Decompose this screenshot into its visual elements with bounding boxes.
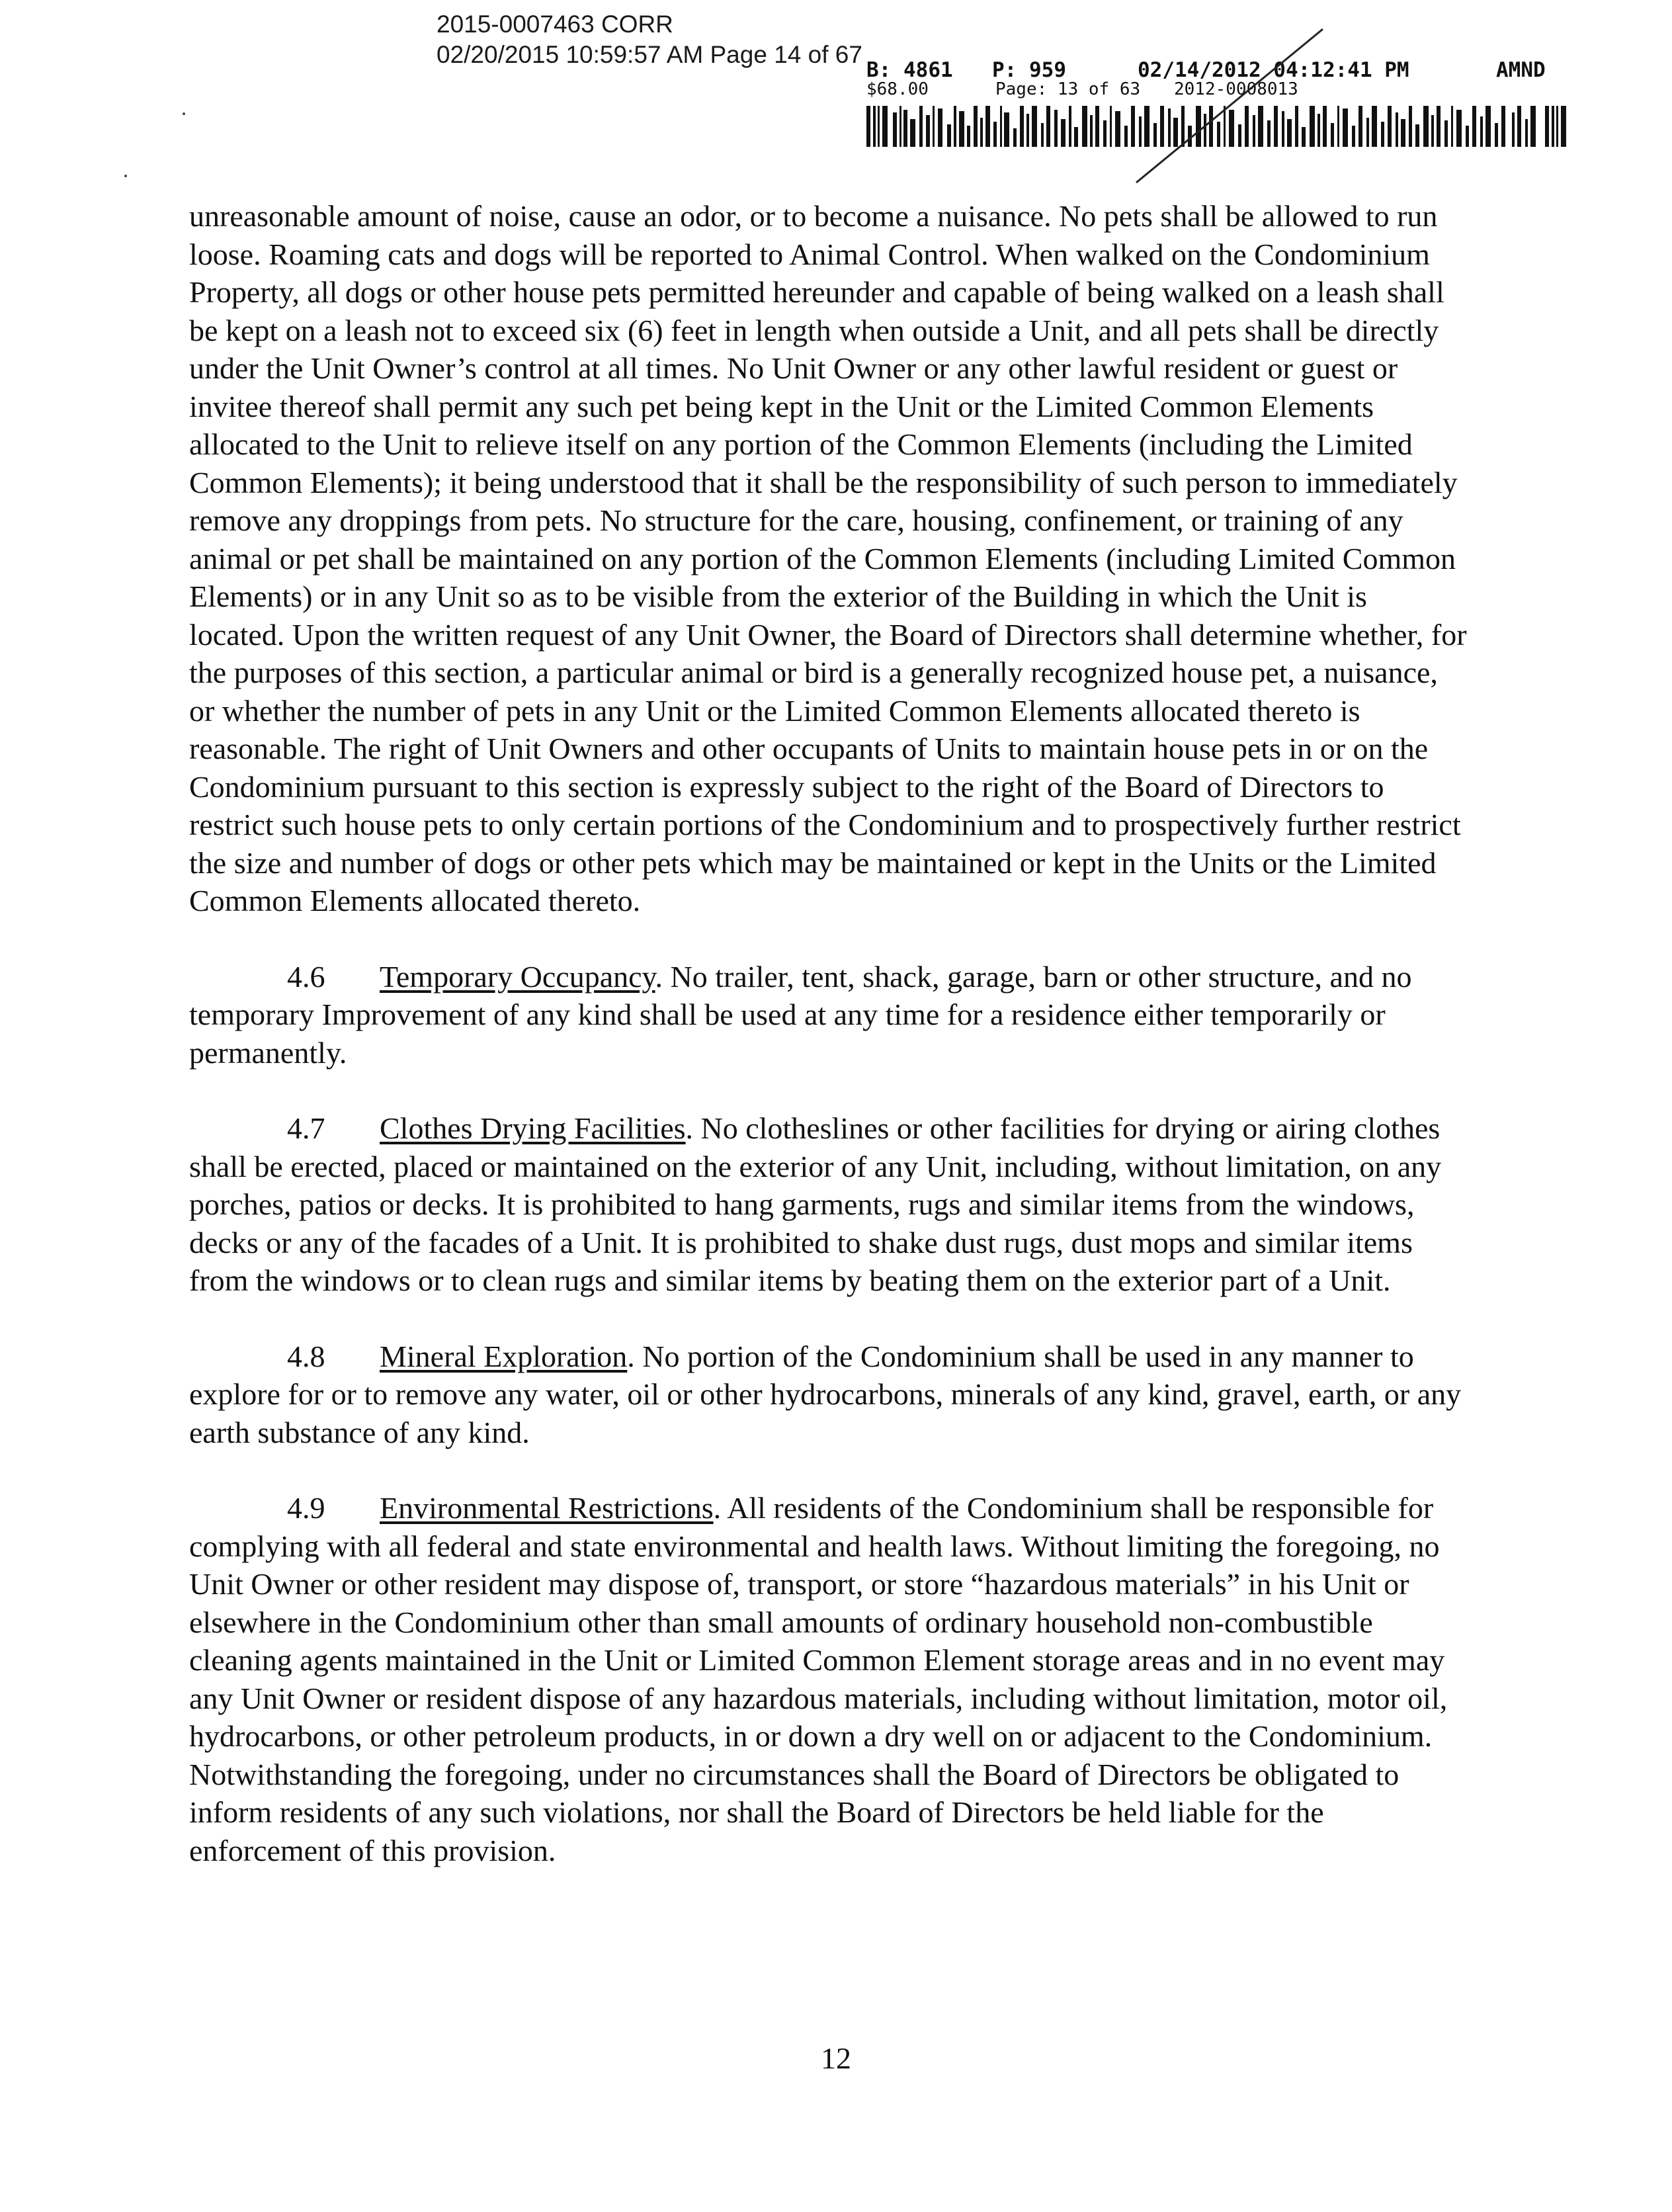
- section-heading: Clothes Drying Facilities: [380, 1111, 686, 1145]
- section-heading: Environmental Restrictions: [380, 1491, 714, 1525]
- document-body: [189, 197, 1470, 1907]
- section-4-6: 4.6 Temporary Occupancy. No trailer, tent, shack, garage, barn or other structure, and no temporary Improvement of any kind shall be used at any time for a residence either temporarily or permanently.: [189, 958, 1470, 1072]
- section-4-9: 4.9 Environmental Restrictions. All residents of the Condominium shall be responsible for complying with all federal and state environmental and health laws. Without limiting the foregoing, no Unit Owner or other resident may dispose of, transport, or store “hazardous materials” in his Unit or elsewhere in the Condominium other than small amounts of ordinary household non-combustible cleaning agents maintained in the Unit or Limited Common Element storage areas and in no event may any Unit Owner or resident dispose of any hazardous materials, including without limitation, motor oil, hydrocarbons, or other petroleum products, in or down a dry well on or adjacent to the Condominium. Notwithstanding the foregoing, under no circumstances shall the Board of Directors be obligated to inform residents of any such violations, nor shall the Board of Directors be held liable for the enforcement of this provision.: [189, 1489, 1470, 1869]
- section-text: All residents of the Condominium shall be responsible for complying with all federal and state environmental and health laws. Without limiting the foregoing, no Unit Owner or other resident may dispose of, transport, or store “hazardous materials” in his Unit or elsewhere in the Condominium other than small amounts of ordinary household non-combustible cleaning agents maintained in the Unit or Limited Common Element storage areas and in no event may any Unit Owner or resident dispose of any hazardous materials, including without limitation, motor oil, hydrocarbons, or other petroleum products, in or down a dry well on or adjacent to the Condominium. Notwithstanding the foregoing, under no circumstances shall the Board of Directors be obligated to inform residents of any such violations, nor shall the Board of Directors be held liable for the enforcement of this provision.: [189, 1491, 1448, 1867]
- recording-reception-no: 2012-0008013: [1174, 79, 1298, 99]
- section-number: 4.9: [287, 1491, 325, 1525]
- recording-page-of: Page: 13 of 63: [995, 79, 1141, 99]
- filing-stamp: [437, 9, 862, 70]
- pen-mark: [1124, 26, 1336, 185]
- section-heading: Temporary Occupancy: [380, 959, 655, 994]
- page-number: 12: [821, 2041, 851, 2075]
- scan-speck: [124, 175, 127, 177]
- section-text: No trailer, tent, shack, garage, barn or other structure, and no temporary Improvement of any kind shall be used at any time for a residence either temporarily or permanently.: [189, 959, 1412, 1070]
- section-4-8: 4.8 Mineral Exploration. No portion of the Condominium shall be used in any manner to explore for or to remove any water, oil or other hydrocarbons, minerals of any kind, gravel, earth, or any earth substance of any kind.: [189, 1338, 1470, 1452]
- filing-stamp-line1: 2015-0007463 CORR: [437, 11, 673, 38]
- scan-speck: [183, 112, 185, 115]
- recording-book: B: 4861: [866, 58, 953, 82]
- recording-fee: $68.00: [866, 79, 929, 99]
- section-4-7: 4.7 Clothes Drying Facilities. No clotheslines or other facilities for drying or airing clothes shall be erected, placed or maintained on the exterior of any Unit, including, without limitation, on any porches, patios or decks. It is prohibited to hang garments, rugs and similar items from the windows, decks or any of the facades of a Unit. It is prohibited to shake dust rugs, dust mops and similar items from the windows or to clean rugs and similar items by beating them on the exterior part of a Unit.: [189, 1109, 1470, 1300]
- recording-page: P: 959: [992, 58, 1066, 82]
- recording-doc-type: AMND: [1496, 58, 1546, 82]
- section-heading: Mineral Exploration: [380, 1339, 628, 1373]
- continuation-paragraph: unreasonable amount of noise, cause an odor, or to become a nuisance. No pets shall be allowed to run loose. Roaming cats and dogs will be reported to Animal Control. When walked on the Condominium Property, all dogs or other house pets permitted hereunder and capable of being walked on a leash shall be kept on a leash not to exceed six (6) feet in length when outside a Unit, and all pets shall be directly under the Unit Owner’s control at all times. No Unit Owner or any other lawful resident or guest or invitee thereof shall permit any such pet being kept in the Unit or the Limited Common Elements allocated to the Unit to relieve itself on any portion of the Common Elements (including the Limited Common Elements); it being understood that it shall be the responsibility of such person to immediately remove any droppings from pets. No structure for the care, housing, confinement, or training of any animal or pet shall be maintained on any portion of the Common Elements (including Limited Common Elements) or in any Unit so as to be visible from the exterior of the Building in which the Unit is located. Upon the written request of any Unit Owner, the Board of Directors shall determine whether, for the purposes of this section, a particular animal or bird is a generally recognized house pet, a nuisance, or whether the number of pets in any Unit or the Limited Common Elements allocated thereto is reasonable. The right of Unit Owners and other occupants of Units to maintain house pets in or on the Condominium pursuant to this section is expressly subject to the right of the Board of Directors to restrict such house pets to only certain portions of the Condominium and to prospectively further restrict the size and number of dogs or other pets which may be maintained or kept in the Units or the Limited Common Elements allocated thereto.: [189, 199, 1467, 917]
- filing-stamp-line2: 02/20/2015 10:59:57 AM Page 14 of 67: [437, 41, 862, 68]
- section-text: No portion of the Condominium shall be used in any manner to explore for or to remove any water, oil or other hydrocarbons, minerals of any kind, gravel, earth, or any earth substance of any kind.: [189, 1339, 1462, 1449]
- section-text: No clotheslines or other facilities for drying or airing clothes shall be erected, placed or maintained on the exterior of any Unit, including, without limitation, on any porches, patios or decks. It is prohibited to hang garments, rugs and similar items from the windows, decks or any of the facades of a Unit. It is prohibited to shake dust rugs, dust mops and similar items from the windows or to clean rugs and similar items by beating them on the exterior part of a Unit.: [189, 1111, 1442, 1297]
- section-number: 4.8: [287, 1339, 325, 1373]
- section-number: 4.7: [287, 1111, 325, 1145]
- section-number: 4.6: [287, 959, 325, 994]
- recording-datetime: 02/14/2012 04:12:41 PM: [1138, 58, 1409, 82]
